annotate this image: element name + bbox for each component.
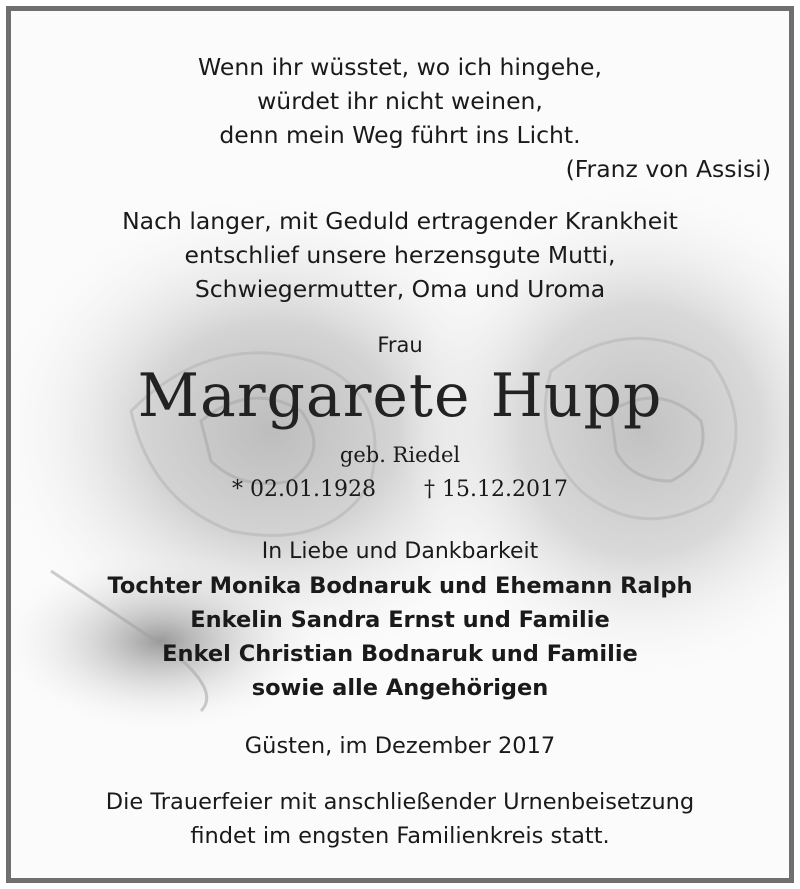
poem-line: Wenn ihr wüsstet, wo ich hingehe, (198, 53, 602, 81)
intro-line: Schwiegermutter, Oma und Uroma (194, 275, 606, 303)
funeral-notice-line: findet im engsten Familienkreis statt. (190, 823, 610, 849)
mourner-line: Enkel Christian Bodnaruk und Familie (162, 641, 638, 667)
death-date: † 15.12.2017 (424, 477, 568, 502)
intro-line: entschlief unsere herzensgute Mutti, (184, 241, 616, 269)
mourners-intro: In Liebe und Dankbarkeit (261, 539, 539, 564)
birth-date: * 02.01.1928 (232, 477, 376, 502)
mourner-line: sowie alle Angehörigen (251, 675, 549, 701)
deceased-name: Margarete Hupp (137, 361, 663, 431)
obituary-text (11, 11, 789, 878)
life-dates (11, 477, 789, 502)
mourner-line: Enkelin Sandra Ernst und Familie (190, 607, 610, 633)
deceased-title: Frau (377, 333, 423, 357)
poem-attribution: (Franz von Assisi) (565, 155, 771, 183)
funeral-notice-line: Die Trauerfeier mit anschließender Urnenbeisetzung (105, 789, 695, 815)
place-date: Güsten, im Dezember 2017 (244, 733, 556, 759)
deceased-birth-name: geb. Riedel (339, 443, 461, 467)
obituary-card (6, 6, 794, 883)
intro-line: Nach langer, mit Geduld ertragender Krankheit (122, 207, 678, 235)
poem-line: denn mein Weg führt ins Licht. (219, 121, 581, 149)
mourner-line: Tochter Monika Bodnaruk und Ehemann Ralph (107, 573, 693, 599)
poem-line: würdet ihr nicht weinen, (257, 87, 543, 115)
